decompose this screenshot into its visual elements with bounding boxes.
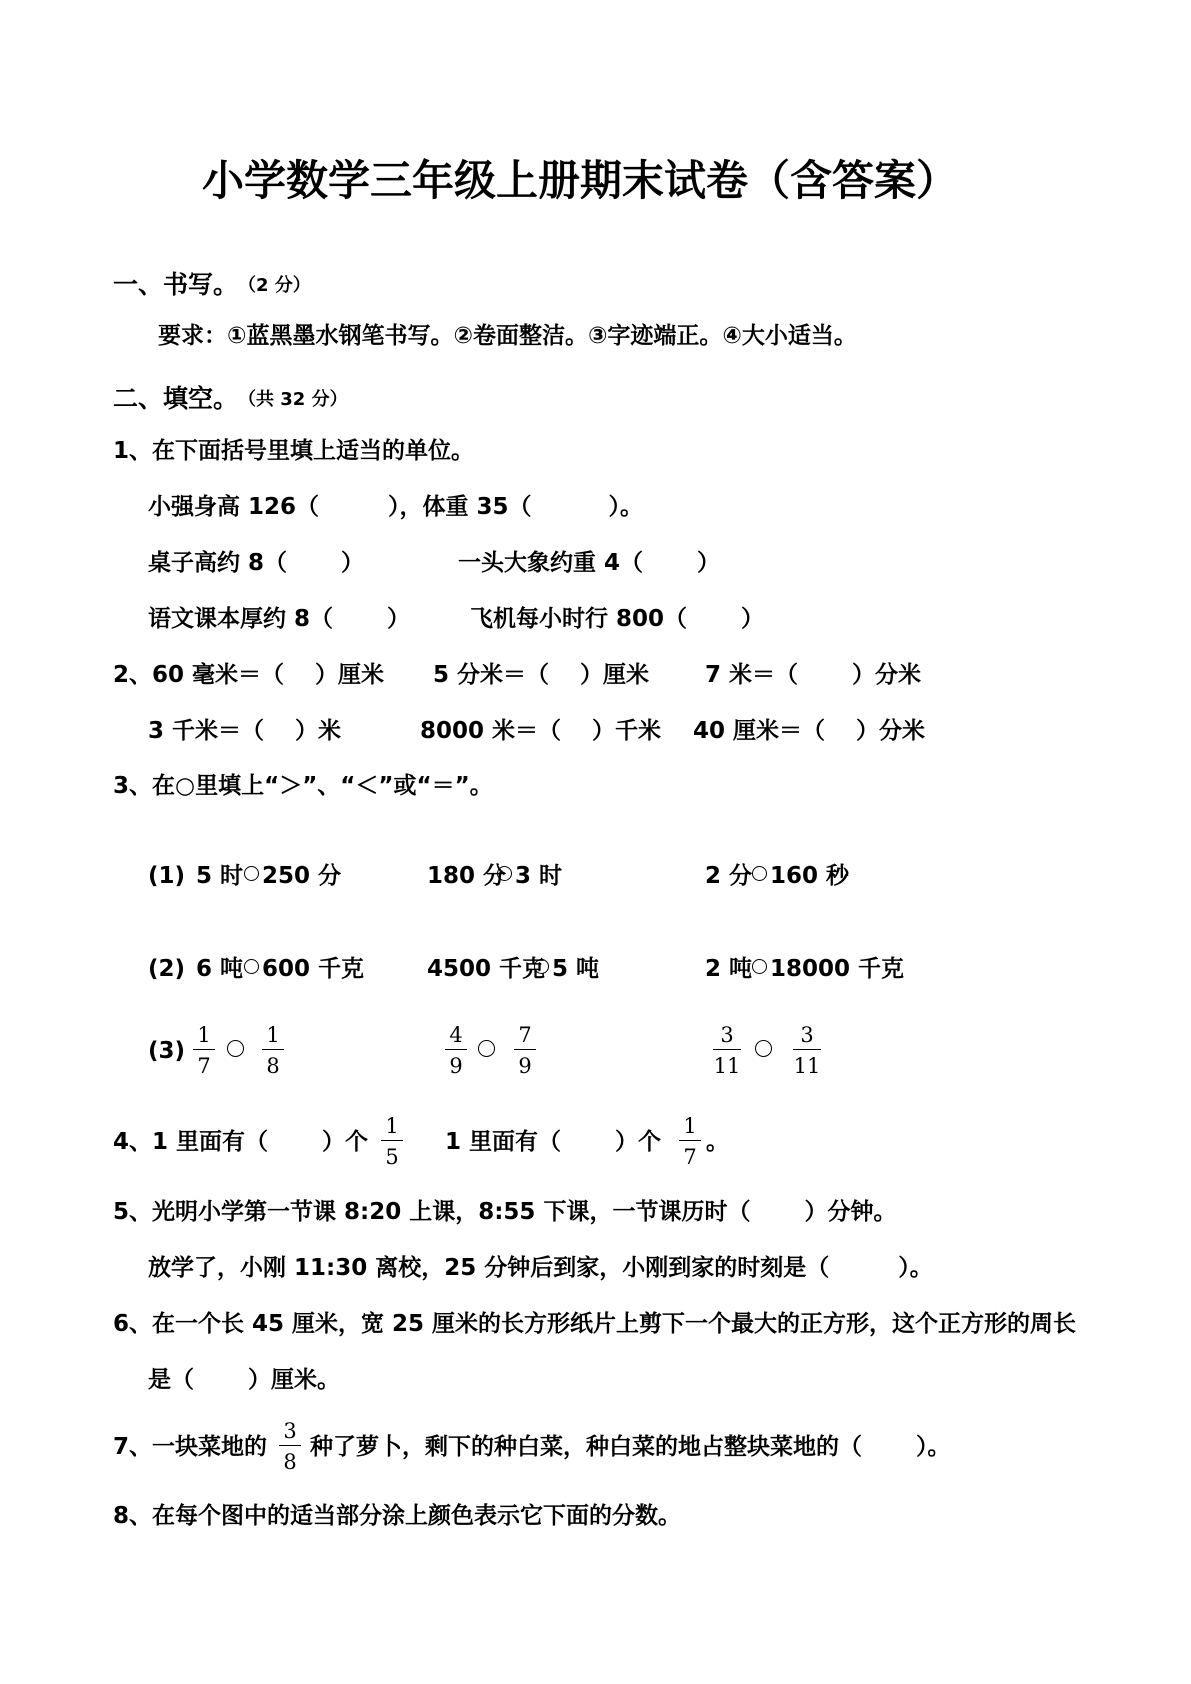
q4-end: 。 (706, 1129, 729, 1155)
fraction-denominator: 9 (449, 1054, 463, 1078)
q2-row1-b: 5 分米＝（ ）厘米 (433, 662, 650, 688)
q3-part3-label: (3) (148, 1038, 186, 1064)
compare-circle[interactable] (752, 866, 767, 881)
q3-p2-c-left: 2 吨 (705, 956, 753, 982)
fraction-denominator: 7 (197, 1054, 211, 1078)
compare-circle[interactable] (752, 959, 767, 974)
fraction-numerator: 1 (197, 1023, 211, 1047)
q2-row1-c: 7 米＝（ ）分米 (705, 662, 922, 688)
fraction-numerator: 3 (283, 1419, 297, 1443)
q3-stem: 3、在○里填上“＞”、“＜”或“＝”。 (113, 773, 493, 799)
fraction-denominator: 7 (683, 1145, 697, 1169)
q3-p2-a-left: 6 吨 (196, 956, 244, 982)
q1-row3-right: 飞机每小时行 800（ ） (470, 606, 765, 632)
fraction (710, 1022, 744, 1079)
q6-line1: 6、在一个长 45 厘米，宽 25 厘米的长方形纸片上剪下一个最大的正方形，这个正方形的周长 (113, 1311, 1077, 1337)
fraction-bar (381, 1140, 403, 1141)
q2-row2-b: 8000 米＝（ ）千米 (420, 718, 662, 744)
fraction-bar (279, 1445, 301, 1446)
q7-part-a: 7、一块菜地的 (113, 1434, 268, 1460)
q3-p1-c-right: 160 秒 (770, 863, 850, 889)
q6-line2: 是（ ）厘米。 (148, 1367, 341, 1393)
q3-p2-b-left: 4500 千克 (427, 956, 546, 982)
fraction (790, 1022, 824, 1079)
fraction-bar (713, 1049, 741, 1050)
q2-row2-c: 40 厘米＝（ ）分米 (693, 718, 926, 744)
q5-line1: 5、光明小学第一节课 8:20 上课，8:55 下课，一节课历时（ ）分钟。 (113, 1199, 897, 1225)
fraction-denominator: 11 (713, 1054, 741, 1078)
q3-p2-c-right: 18000 千克 (770, 956, 905, 982)
q3-part2-label: (2) (148, 956, 186, 982)
section-1-score: （2 分） (238, 275, 311, 296)
fraction-denominator: 8 (266, 1054, 280, 1078)
fraction-numerator: 1 (385, 1114, 399, 1138)
compare-circle[interactable] (244, 959, 259, 974)
fraction-bar (793, 1049, 821, 1050)
q3-p1-b-right: 3 时 (515, 863, 563, 889)
compare-circle[interactable] (227, 1040, 244, 1057)
fraction-denominator: 8 (283, 1450, 297, 1474)
compare-circle[interactable] (244, 866, 259, 881)
fraction-bar (514, 1049, 536, 1050)
fraction (511, 1022, 539, 1079)
fraction (259, 1022, 287, 1079)
q4-part-a: 4、1 里面有（ ）个 (113, 1129, 369, 1155)
fraction-denominator: 9 (518, 1054, 532, 1078)
q3-p1-c-left: 2 分 (705, 863, 753, 889)
section-2-score: （共 32 分） (238, 389, 348, 410)
fraction-bar (445, 1049, 467, 1050)
fraction-numerator: 4 (449, 1023, 463, 1047)
q1-row1: 小强身高 126（ ），体重 35（ ）。 (148, 494, 644, 520)
page-title: 小学数学三年级上册期末试卷（含答案） (202, 156, 959, 205)
fraction (442, 1022, 470, 1079)
fraction-bar (193, 1049, 215, 1050)
q2-row1-a: 2、60 毫米＝（ ）厘米 (113, 662, 385, 688)
fraction (378, 1113, 406, 1170)
fraction-numerator: 1 (683, 1114, 697, 1138)
section-2-heading: 二、填空。 (113, 384, 239, 413)
q3-p2-b-right: 5 吨 (552, 956, 600, 982)
q3-p2-a-right: 600 千克 (262, 956, 365, 982)
q4-part-b: 1 里面有（ ）个 (445, 1129, 662, 1155)
q3-part1-label: (1) (148, 863, 186, 889)
q3-p1-a-left: 5 时 (196, 863, 244, 889)
fraction-numerator: 1 (266, 1023, 280, 1047)
fraction (276, 1418, 304, 1475)
fraction (190, 1022, 218, 1079)
fraction (676, 1113, 704, 1170)
fraction-denominator: 11 (793, 1054, 821, 1078)
fraction-numerator: 7 (518, 1023, 532, 1047)
fraction-bar (262, 1049, 284, 1050)
q8-stem: 8、在每个图中的适当部分涂上颜色表示它下面的分数。 (113, 1503, 682, 1529)
fraction-numerator: 3 (720, 1023, 734, 1047)
q7-part-b: 种了萝卜，剩下的种白菜，种白菜的地占整块菜地的（ ）。 (310, 1434, 951, 1460)
q1-stem: 1、在下面括号里填上适当的单位。 (113, 438, 475, 464)
q5-line2: 放学了，小刚 11:30 离校，25 分钟后到家，小刚到家的时刻是（ ）。 (148, 1255, 933, 1281)
fraction-bar (679, 1140, 701, 1141)
fraction-numerator: 3 (800, 1023, 814, 1047)
section-1-heading: 一、书写。 (113, 270, 239, 299)
compare-circle[interactable] (534, 959, 549, 974)
compare-circle[interactable] (755, 1040, 772, 1057)
q1-row2-left: 桌子高约 8（ ） (148, 550, 365, 576)
q3-p1-b-left: 180 分 (427, 863, 507, 889)
q1-row3-left: 语文课本厚约 8（ ） (148, 606, 411, 632)
section-1-requirement: 要求：①蓝黑墨水钢笔书写。②卷面整洁。③字迹端正。④大小适当。 (158, 323, 857, 349)
compare-circle[interactable] (497, 866, 512, 881)
q2-row2-a: 3 千米＝（ ）米 (148, 718, 342, 744)
q3-p1-a-right: 250 分 (262, 863, 342, 889)
q1-row2-right: 一头大象约重 4（ ） (458, 550, 721, 576)
compare-circle[interactable] (478, 1040, 495, 1057)
fraction-denominator: 5 (385, 1145, 399, 1169)
